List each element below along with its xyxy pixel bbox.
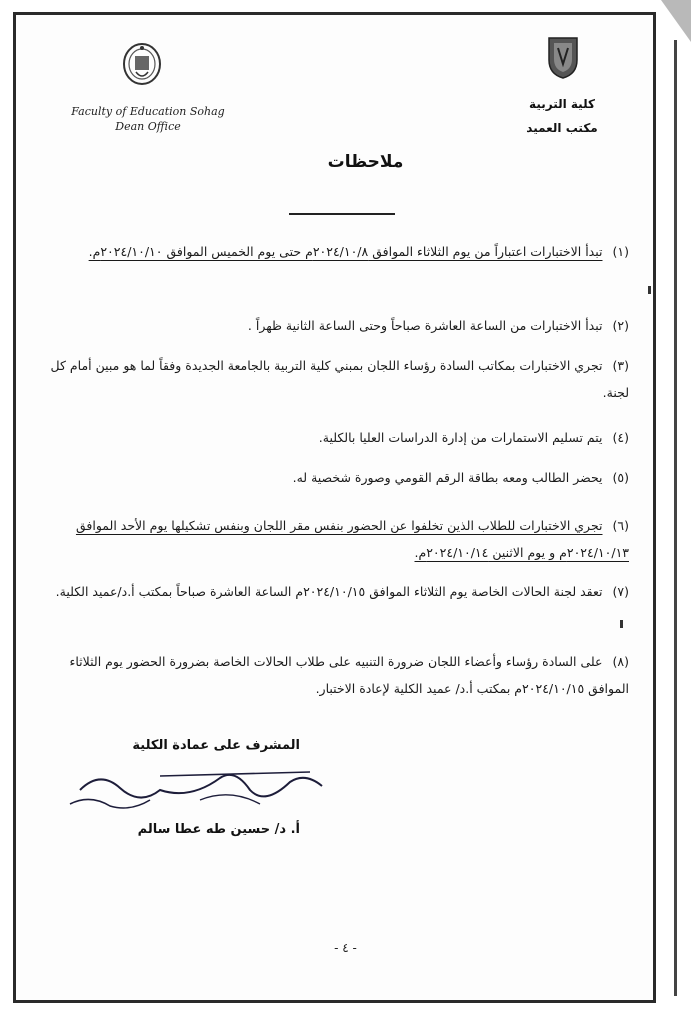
note-number: (٦): [612, 518, 629, 533]
margin-tick: [648, 286, 651, 294]
english-header: [58, 104, 238, 134]
english-office-name: Dean Office: [115, 120, 181, 133]
note-text: على السادة رؤساء وأعضاء اللجان ضرورة التنبيه على طلاب الحالات الخاصة بضرورة الحضور يوم الثلاثاء الموافق ٢٠٢٤/١٠/١٥م بمكتب أ.د/ عميد الكلية لإعادة الاختبار.: [69, 654, 629, 696]
title-underline: [289, 213, 395, 215]
page-number: - ٤ -: [334, 941, 357, 955]
note-item-1: [49, 238, 629, 265]
note-item-7: [49, 578, 629, 605]
margin-tick: [620, 620, 623, 628]
note-text: يتم تسليم الاستمارات من إدارة الدراسات العليا بالكلية.: [318, 430, 603, 445]
note-item-6: [49, 512, 629, 566]
note-item-2: [49, 312, 629, 339]
arabic-faculty-name: كلية التربية: [529, 97, 595, 111]
handwritten-signature-icon: [60, 760, 330, 820]
note-text: تبدأ الاختبارات من الساعة العاشرة صباحاً وحتى الساعة الثانية ظهراً .: [247, 318, 603, 333]
right-edge-rule: [674, 40, 677, 996]
note-number: (٧): [612, 584, 629, 599]
note-number: (٨): [612, 654, 629, 669]
note-number: (٣): [612, 358, 629, 373]
arabic-header: [497, 92, 627, 140]
signature-title: المشرف على عمادة الكلية: [132, 738, 300, 753]
note-number: (٢): [612, 318, 629, 333]
note-item-5: [49, 464, 629, 491]
note-text: يحضر الطالب ومعه بطاقة الرقم القومي وصورة شخصية له.: [292, 470, 603, 485]
university-logo-icon: [122, 42, 162, 88]
signatory-name: أ. د/ حسين طه عطا سالم: [137, 822, 300, 837]
note-text: تجري الاختبارات بمكاتب السادة رؤساء اللجان بمبني كلية التربية بالجامعة الجديدة وفقاً لما هو مبين أمام كل لجنة.: [50, 358, 629, 400]
note-item-3: [49, 352, 629, 406]
note-number: (٥): [612, 470, 629, 485]
note-text: تعقد لجنة الحالات الخاصة يوم الثلاثاء الموافق ٢٠٢٤/١٠/١٥م الساعة العاشرة صباحاً بمكتب أ.د/عميد الكلية.: [55, 584, 603, 599]
arabic-office-name: مكتب العميد: [526, 121, 598, 135]
note-item-8: [49, 648, 629, 702]
folded-corner: [661, 0, 691, 42]
faculty-logo-icon: [543, 34, 583, 80]
note-item-4: [49, 424, 629, 451]
note-number: (٤): [612, 430, 629, 445]
note-text: تجري الاختبارات للطلاب الذين تخلفوا عن الحضور بنفس مقر اللجان وبنفس تشكيلها يوم الأحد الموافق ٢٠٢٤/١٠/١٣م و يوم الاثنين ٢٠٢٤/١٠/١٤م.: [75, 518, 629, 560]
note-text: تبدأ الاختبارات اعتباراً من يوم الثلاثاء الموافق ٢٠٢٤/١٠/٨م حتى يوم الخميس الموافق ٢٠٢٤/١٠/١٠م.: [88, 244, 603, 259]
note-number: (١): [612, 244, 629, 259]
english-faculty-name: Faculty of Education Sohag: [71, 105, 225, 118]
page-title: ملاحظات: [327, 152, 404, 172]
